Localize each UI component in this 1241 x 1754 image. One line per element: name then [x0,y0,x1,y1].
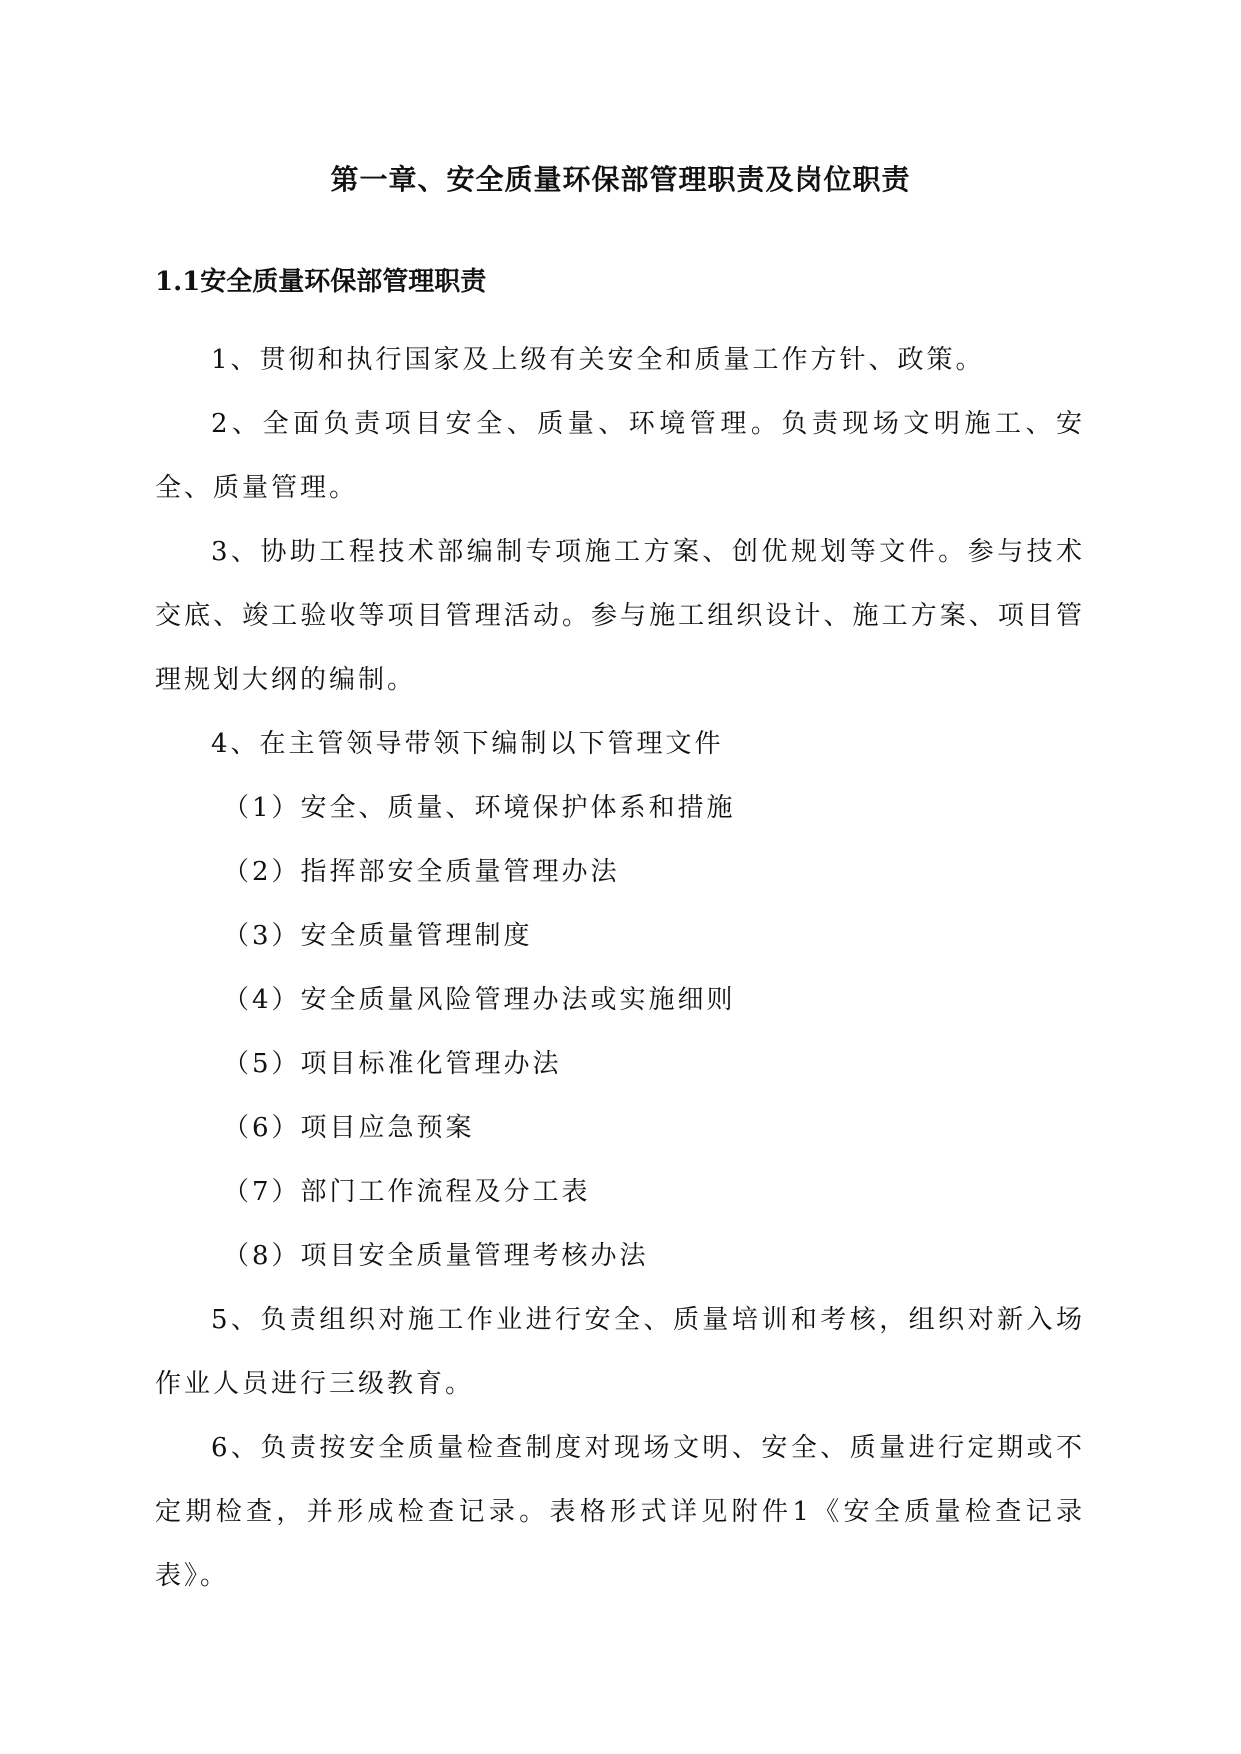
sub-item-4: （4）安全质量风险管理办法或实施细则 [223,985,736,1015]
chapter-title: 第一章、安全质量环保部管理职责及岗位职责 [330,163,911,196]
sub-item-2: （2）指挥部安全质量管理办法 [223,857,620,887]
sub-item-8: （8）项目安全质量管理考核办法 [223,1241,649,1271]
section-body [155,328,1085,1608]
sub-item-1: （1）安全、质量、环境保护体系和措施 [223,793,736,823]
sub-item-7: （7）部门工作流程及分工表 [223,1177,591,1207]
sub-item-6: （6）项目应急预案 [223,1113,475,1143]
paragraph-5: 5、负责组织对施工作业进行安全、质量培训和考核，组织对新入场作业人员进行三级教育。 [155,1305,1085,1399]
paragraph-1: 1、贯彻和执行国家及上级有关安全和质量工作方针、政策。 [211,345,985,375]
paragraph-6: 6、负责按安全质量检查制度对现场文明、安全、质量进行定期或不定期检查，并形成检查记录。表格形式详见附件1《安全质量检查记录表》。 [155,1433,1085,1591]
sub-item-3: （3）安全质量管理制度 [223,921,533,951]
paragraph-3: 3、协助工程技术部编制专项施工方案、创优规划等文件。参与技术交底、竣工验收等项目管理活动。参与施工组织设计、施工方案、项目管理规划大纲的编制。 [155,537,1085,695]
section-heading: 1.1安全质量环保部管理职责 [155,267,487,297]
sub-item-5: （5）项目标准化管理办法 [223,1049,562,1079]
paragraph-4: 4、在主管领导带领下编制以下管理文件 [211,729,724,759]
paragraph-2: 2、全面负责项目安全、质量、环境管理。负责现场文明施工、安全、质量管理。 [155,409,1085,503]
